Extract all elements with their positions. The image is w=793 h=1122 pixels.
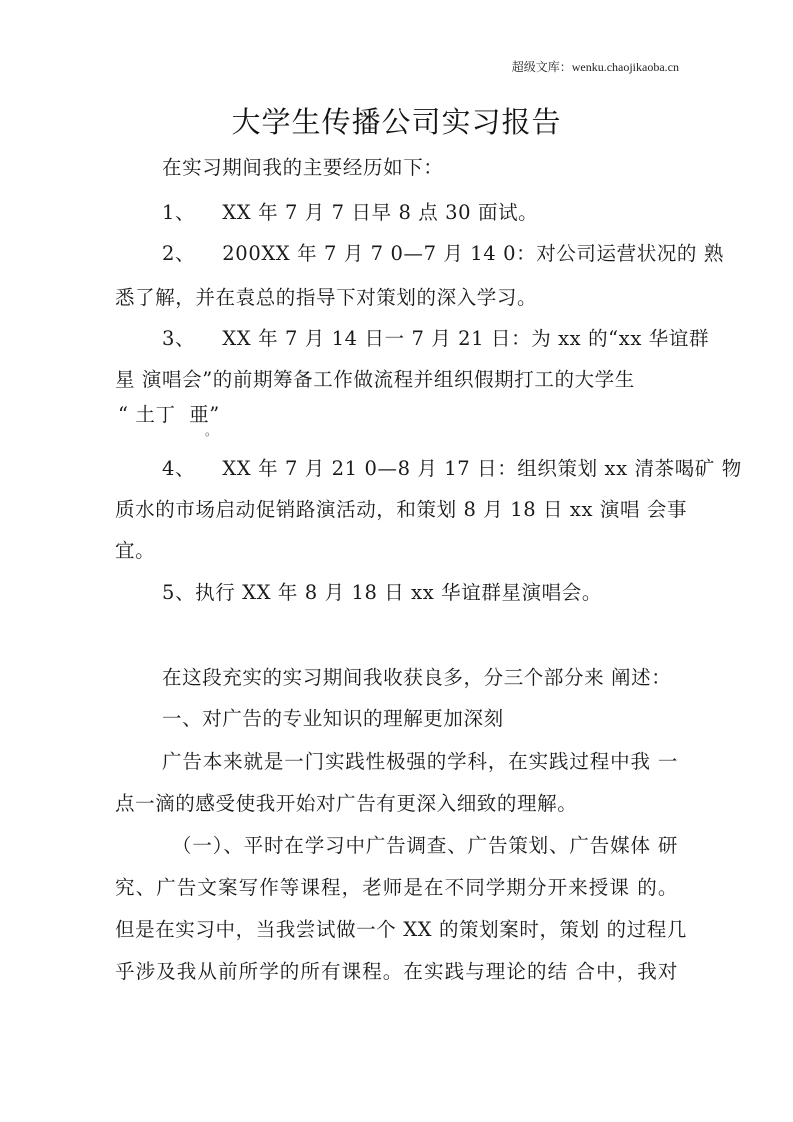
list-item-4-line-1: 4、 XX 年 7 月 21 0—8 月 17 日：组织策划 xx 清茶喝矿 物 (162, 457, 742, 480)
list-item-4-line-2: 质水的市场启动促销路演活动，和策划 8 月 18 日 xx 演唱 会事 (115, 498, 688, 521)
list-item-3-line-1: 3、 XX 年 7 月 14 日一 7 月 21 日：为 xx 的“xx 华谊群 (162, 327, 710, 350)
header-source: 超级文库：wenku.chaojikaoba.cn (511, 60, 679, 74)
section-intro: 在这段充实的实习期间我收获良多，分三个部分来 阐述： (162, 666, 672, 689)
list-item-5: 5、执行 XX 年 8 月 18 日 xx 华谊群星演唱会。 (162, 581, 602, 604)
paragraph-2-line-4: 乎涉及我从前所学的所有课程。在实践与理论的结 合中，我对 (115, 960, 678, 983)
paragraph-2-line-2: 究、广告文案写作等课程，老师是在不同学期分开来授课 的。 (115, 876, 678, 899)
list-item-1: 1、 XX 年 7 月 7 日早 8 点 30 面试。 (162, 201, 539, 224)
list-item-4-line-3: 宜。 (115, 539, 156, 562)
list-item-2-line-1: 2、 200XX 年 7 月 7 0—7 月 14 0：对公司运营状况的 熟 (162, 242, 724, 265)
paragraph-2-line-1: （一）、平时在学习中广告调查、广告策划、广告媒体 研 (172, 834, 678, 857)
list-item-3-line-3: “ 土丁 亜” (118, 403, 220, 426)
page-title: 大学生传播公司实习报告 (231, 105, 562, 139)
intro-line: 在实习期间我的主要经历如下： (162, 156, 444, 179)
paragraph-1-line-2: 点一滴的感受使我开始对广告有更深入细致的理解。 (115, 792, 578, 815)
paragraph-1-line-1: 广告本来就是一门实践性极强的学科，在实践过程中我 一 (162, 750, 678, 773)
stray-period-mark: 。 (205, 424, 218, 438)
list-item-2-line-2: 悉了解，并在袁总的指导下对策划的深入学习。 (115, 286, 538, 309)
paragraph-2-line-3: 但是在实习中，当我尝试做一个 XX 的策划案时，策划 的过程几 (115, 918, 687, 941)
section-heading-1: 一、对广告的专业知识的理解更加深刻 (162, 707, 504, 730)
list-item-3-line-2: 星 演唱会”的前期筹备工作做流程并组织假期打工的大学生 (115, 368, 635, 391)
